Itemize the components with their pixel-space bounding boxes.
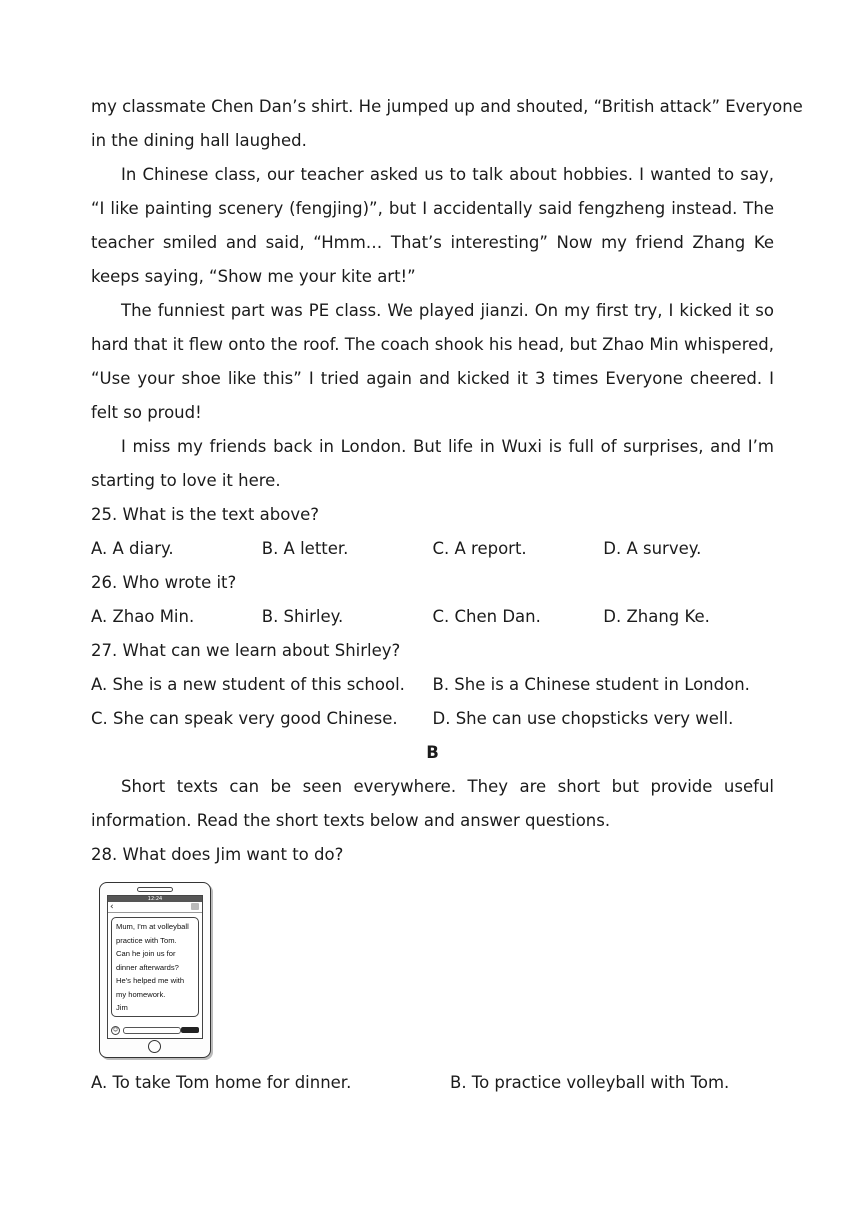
option-a: A. To take Tom home for dinner. [91, 1073, 352, 1092]
option-a: A. Zhao Min. [91, 607, 195, 626]
option-b: B. A letter. [261, 539, 349, 558]
option-b: B. Shirley. [261, 607, 344, 626]
option-c: C. She can speak very good Chinese. [91, 709, 398, 728]
camera-icon [191, 903, 199, 910]
question-27-stem: 27. What can we learn about Shirley? [91, 641, 401, 660]
section-b-heading: B [426, 743, 439, 762]
question-26-stem: 26. Who wrote it? [91, 573, 237, 592]
question-28-options [91, 1066, 774, 1100]
emoji-icon: ☺ [112, 1027, 119, 1033]
passage-line: in the dining hall laughed. [91, 131, 307, 150]
question-28-stem: 28. What does Jim want to do? [91, 845, 344, 864]
option-c: C. A report. [432, 539, 527, 558]
option-b: B. To practice volleyball with Tom. [450, 1073, 730, 1092]
passage-line: my classmate Chen Dan’s shirt. He jumped up and shouted, “British attack” Everyone [91, 97, 803, 116]
section-b-intro: Short texts can be seen everywhere. They are short but provide useful information. Read the short texts below and answer questions. [91, 777, 774, 830]
option-b: B. She is a Chinese student in London. [432, 675, 750, 694]
send-button [181, 1027, 199, 1033]
option-a: A. She is a new student of this school. [91, 675, 405, 694]
back-chevron-icon: ‹ [110, 902, 114, 912]
passage-paragraph: In Chinese class, our teacher asked us to talk about hobbies. I wanted to say, “I like painting scenery (fengjing)”, but I accidentally said fengzheng instead. The teacher smiled and said, “Hmm… That’s interesting” Now my friend Zhang Ke keeps saying, “Show me your kite art!” [91, 165, 774, 286]
option-d: D. She can use chopsticks very well. [432, 709, 734, 728]
option-c: C. Chen Dan. [432, 607, 541, 626]
passage-paragraph: The funniest part was PE class. We played jianzi. On my first try, I kicked it so hard that it flew onto the roof. The coach shook his head, but Zhao Min whispered, “Use your shoe like this” I tried again and kicked it 3 times Everyone cheered. I felt so proud! [91, 301, 774, 422]
option-d: D. Zhang Ke. [603, 607, 710, 626]
phone-screen [107, 895, 203, 1039]
question-25-stem: 25. What is the text above? [91, 505, 319, 524]
question-25-options [91, 532, 774, 566]
passage-paragraph: I miss my friends back in London. But life in Wuxi is full of surprises, and I’m starting to love it here. [91, 437, 774, 490]
question-26-options [91, 600, 774, 634]
page-content [91, 90, 803, 1100]
phone-nav-bar [108, 902, 202, 913]
phone-speaker [137, 887, 173, 892]
question-27-options-row2 [91, 702, 774, 736]
message-input-bar [111, 1026, 199, 1034]
option-a: A. A diary. [91, 539, 174, 558]
question-27-options-row1 [91, 668, 774, 702]
message-field [123, 1027, 181, 1034]
option-d: D. A survey. [603, 539, 702, 558]
home-button [148, 1040, 161, 1053]
phone-illustration [99, 882, 211, 1058]
phone-status-bar: 12:24 [108, 896, 202, 902]
text-message: Mum, I'm at volleyball practice with Tom. Can he join us for dinner afterwards? He's helped me with my homework. Jim [111, 917, 199, 1017]
